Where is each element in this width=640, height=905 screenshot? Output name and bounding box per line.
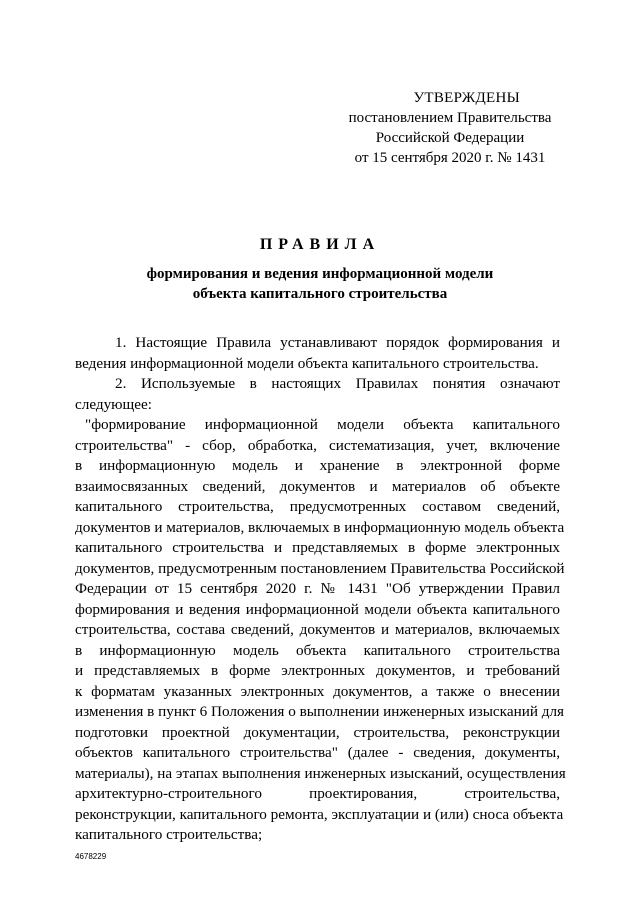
approval-line-1: постановлением Правительства	[348, 110, 552, 126]
approval-line-3: от 15 сентября 2020 г. № 1431	[354, 150, 546, 166]
title-block	[60, 234, 580, 304]
definition-line: объектов капитального строительства" (далее - сведения, документы,	[75, 744, 560, 761]
definition-line: "формирование информационной модели объекта капитального	[85, 416, 560, 433]
document-body	[75, 333, 566, 846]
definition-line: взаимосвязанных сведений, документов и материалов об объекте	[75, 477, 560, 495]
approval-heading: УТВЕРЖДЕНЫ	[413, 90, 520, 106]
definition-paragraph	[75, 415, 566, 846]
definition-line: капитального строительства и представляемых в форме электронных	[75, 539, 560, 556]
approval-line-2: Российской Федерации	[375, 130, 525, 146]
document-code: 4678229	[75, 852, 107, 861]
definition-line: капитального строительства;	[75, 826, 263, 843]
document-subtitle-line-1: формирования и ведения информационной модели	[146, 266, 494, 282]
definition-line: реконструкции, капитального ремонта, эксплуатации и (или) сноса объекта	[75, 805, 564, 823]
definition-line: документов, предусмотренным постановлением Правительства Российской	[75, 559, 565, 577]
definition-line: в информационную модель объекта капитального строительства	[75, 641, 560, 659]
paragraph-1: 1. Настоящие Правила устанавливают порядок формирования и ведения информационной модели объекта капитального строительства.	[75, 334, 560, 372]
definition-line: строительства" - сбор, обработка, систематизация, учет, включение	[75, 436, 560, 454]
definition-line: к форматам указанных электронных документов, а также о внесении	[75, 682, 560, 700]
paragraph-2: 2. Используемые в настоящих Правилах понятия означают следующее:	[75, 375, 560, 413]
definition-line: архитектурно-строительного проектирования, строительства,	[75, 785, 560, 802]
definition-line: формирования и ведения информационной модели объекта капитального	[75, 600, 560, 618]
approval-stamp	[340, 88, 560, 168]
definition-line: Федерации от 15 сентября 2020 г. № 1431 "Об утверждении Правил	[75, 580, 560, 597]
document-title: ПРАВИЛА	[259, 236, 381, 253]
definition-line: изменения в пункт 6 Положения о выполнении инженерных изысканий для	[75, 703, 565, 720]
definition-line: в информационную модель и хранение в электронной форме	[75, 457, 560, 474]
definition-line: материалы), на этапах выполнения инженерных изысканий, осуществления	[75, 764, 566, 782]
definition-line: документов и материалов, включаемых в информационную модель объекта	[75, 518, 565, 536]
definition-line: подготовки проектной документации, строительства, реконструкции	[75, 723, 560, 741]
definition-line: капитального строительства, предусмотренных составом сведений,	[75, 498, 560, 515]
document-subtitle-line-2: объекта капитального строительства	[192, 286, 448, 302]
definition-line: строительства, состава сведений, документов и материалов, включаемых	[75, 621, 560, 638]
definition-line: и представляемых в форме электронных документов, и требований	[75, 662, 560, 679]
